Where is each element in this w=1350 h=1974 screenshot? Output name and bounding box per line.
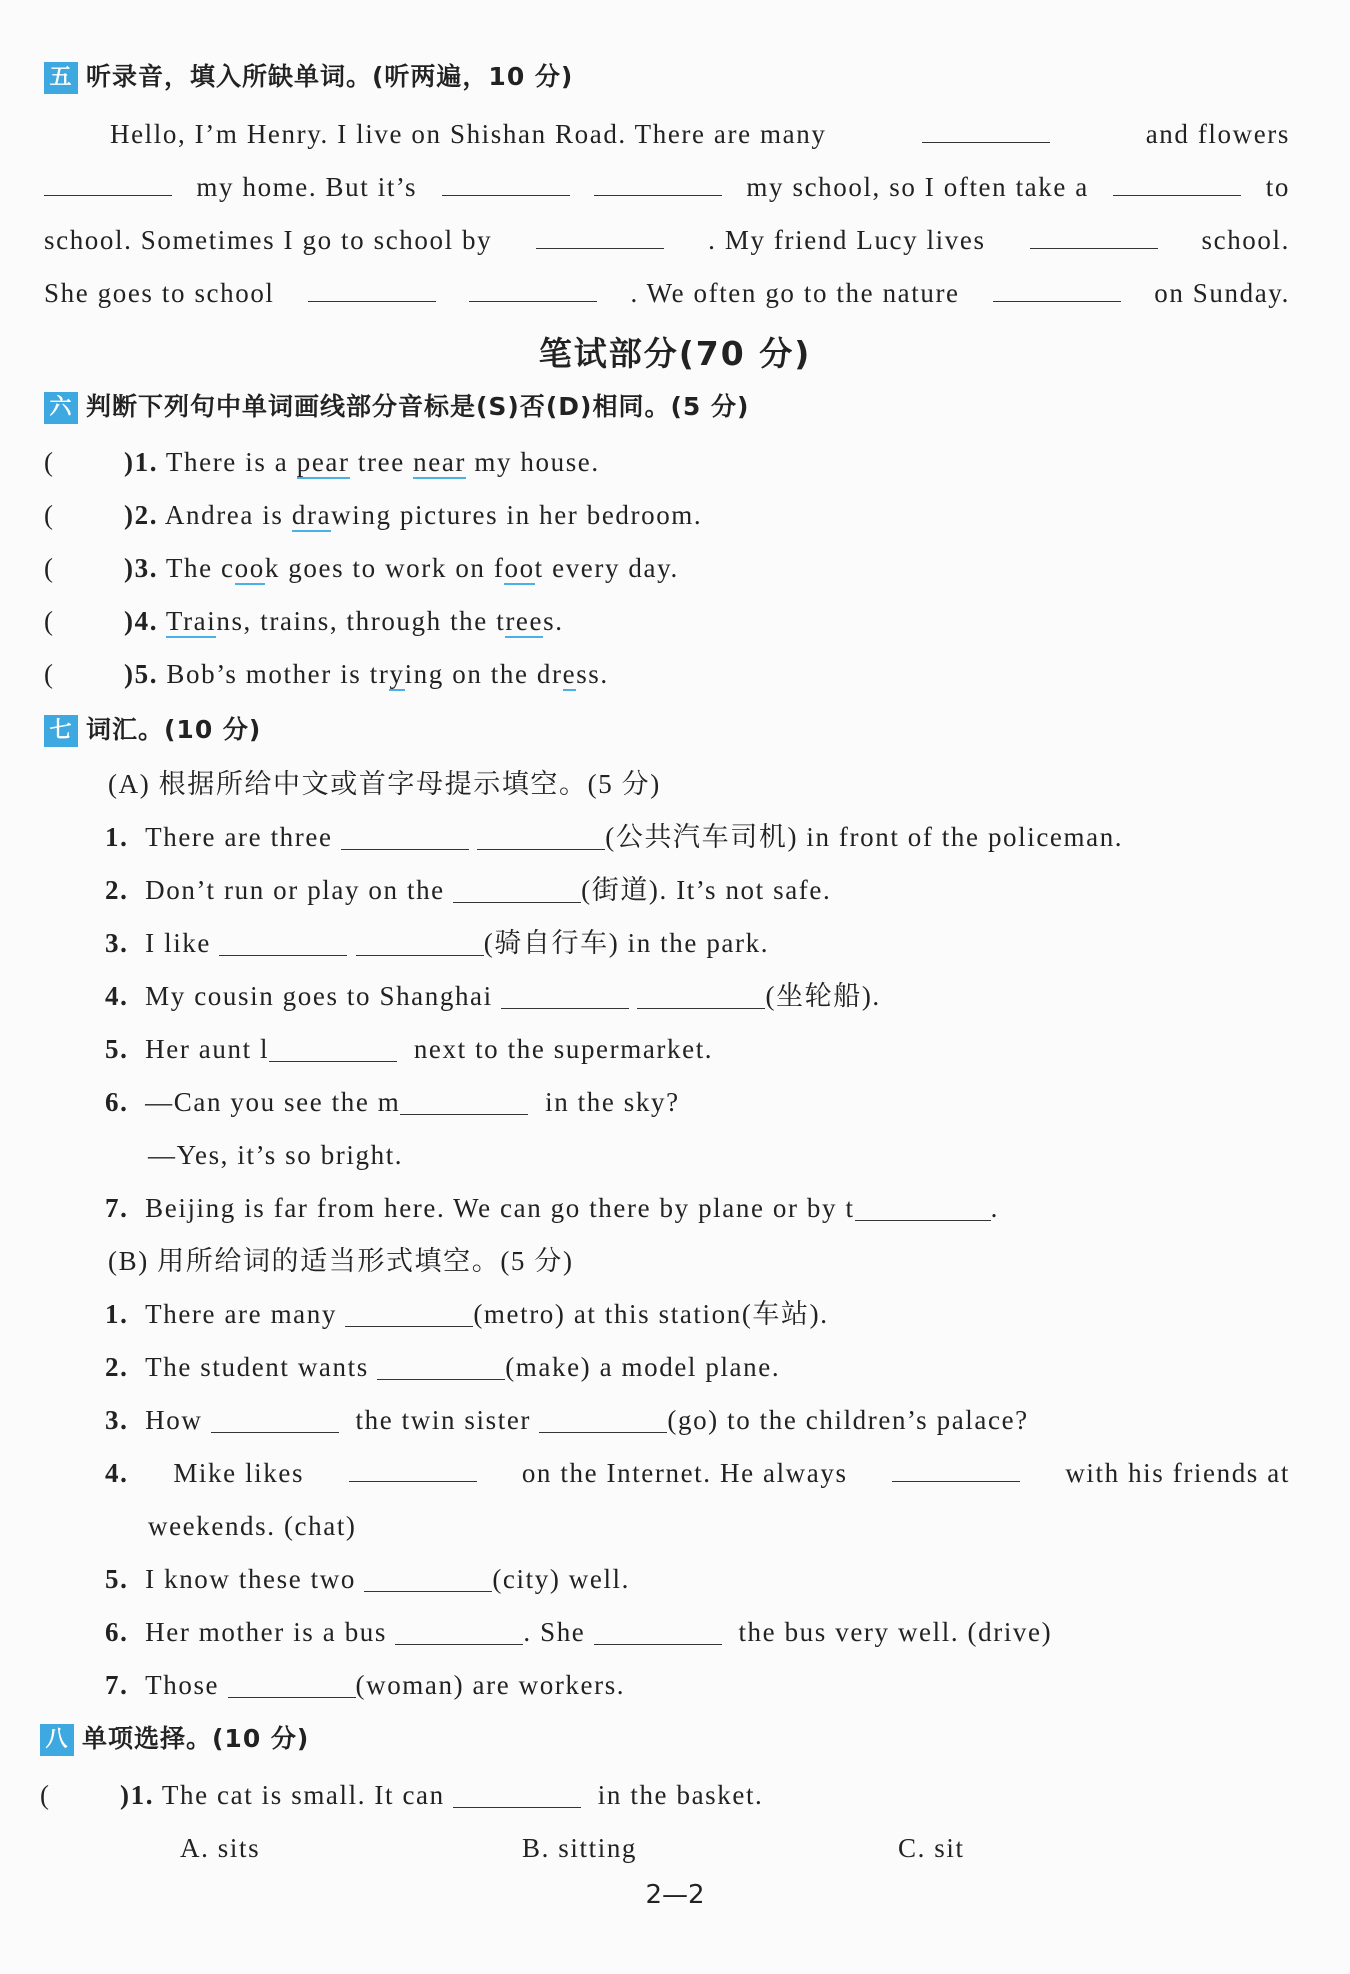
- item-number: )5.: [124, 659, 159, 689]
- item-number: 6.: [105, 1617, 129, 1647]
- item-text: Andrea is: [164, 500, 292, 530]
- answer-paren[interactable]: (: [40, 1780, 51, 1810]
- blank[interactable]: [469, 279, 597, 302]
- blank[interactable]: [400, 1092, 528, 1115]
- item-text: The student wants: [145, 1352, 369, 1382]
- item-text: The c: [165, 553, 235, 583]
- underlined-word: e: [562, 659, 577, 689]
- blank[interactable]: [1113, 173, 1241, 196]
- blank[interactable]: [594, 1622, 722, 1645]
- blank[interactable]: [377, 1357, 505, 1380]
- item-text: the bus very well. (drive): [738, 1617, 1053, 1647]
- item-number: 5.: [105, 1034, 129, 1064]
- vocab-b-6: [105, 1615, 1290, 1649]
- blank[interactable]: [442, 173, 570, 196]
- item-number: 1.: [105, 822, 129, 852]
- vocab-a-2: [105, 873, 1290, 907]
- item-number: 4.: [105, 981, 129, 1011]
- item-text: Those: [145, 1670, 220, 1700]
- item-number: 3.: [105, 928, 129, 958]
- option-b[interactable]: B. sitting: [522, 1833, 638, 1863]
- underlined-word: dra: [291, 500, 332, 530]
- item-text: s.: [543, 606, 564, 636]
- page-number: 2—2: [645, 1880, 705, 1910]
- item-text: tree: [349, 447, 414, 477]
- blank[interactable]: [364, 1569, 492, 1592]
- item-number: 7.: [105, 1193, 129, 1223]
- vocab-a-5: [105, 1032, 1290, 1066]
- phonetic-item: [44, 498, 1290, 532]
- blank[interactable]: [269, 1039, 397, 1062]
- item-text: wing pictures in her bedroom.: [331, 500, 703, 530]
- item-text: Mike likes: [173, 1458, 305, 1488]
- item-text: (make) a model plane.: [505, 1352, 781, 1382]
- phonetic-item: [44, 604, 1290, 638]
- item-text: Don’t run or play on the: [145, 875, 445, 905]
- section-5-header: [44, 60, 1290, 94]
- blank[interactable]: [1030, 226, 1158, 249]
- blank[interactable]: [993, 279, 1121, 302]
- part-b-instruction: (B) 用所给词的适当形式填空。(5 分): [108, 1246, 574, 1276]
- blank[interactable]: [536, 226, 664, 249]
- section-7-badge: 七: [44, 715, 78, 747]
- item-text: .: [990, 1193, 999, 1223]
- blank[interactable]: [922, 120, 1050, 143]
- item-text: t every day.: [534, 553, 679, 583]
- item-text: (metro) at this station(车站).: [473, 1299, 829, 1329]
- item-text: The cat is small. It can: [161, 1780, 445, 1810]
- item-text: Bob’s mother is tr: [166, 659, 390, 689]
- blank[interactable]: [892, 1459, 1020, 1482]
- blank[interactable]: [308, 279, 436, 302]
- item-text: (坐轮船).: [765, 981, 881, 1011]
- blank[interactable]: [356, 933, 484, 956]
- passage-line-3: [44, 223, 1290, 257]
- blank[interactable]: [228, 1675, 356, 1698]
- item-text: on the Internet. He always: [521, 1458, 848, 1488]
- blank[interactable]: [453, 880, 581, 903]
- item-number: 4.: [105, 1458, 129, 1488]
- underlined-word: Trai: [165, 606, 217, 636]
- underlined-word: ree: [505, 606, 544, 636]
- underlined-word: oo: [504, 553, 535, 583]
- vocab-b-1: [105, 1297, 1290, 1331]
- passage-text: . My friend Lucy lives: [708, 225, 986, 255]
- passage-text: my school, so I often take a: [746, 172, 1089, 202]
- item-number: )3.: [124, 553, 159, 583]
- underlined-word: near: [413, 447, 466, 477]
- section-8-title: 单项选择。(10 分): [82, 1724, 310, 1753]
- answer-paren[interactable]: (: [44, 447, 55, 477]
- blank[interactable]: [855, 1198, 991, 1221]
- passage-line-1: [110, 117, 1290, 151]
- section-8-header: [40, 1722, 1290, 1756]
- blank[interactable]: [477, 827, 605, 850]
- passage-text: on Sunday.: [1154, 278, 1290, 308]
- blank[interactable]: [501, 986, 629, 1009]
- choice-item-1: [40, 1778, 1290, 1812]
- item-number: )2.: [124, 500, 159, 530]
- item-text: next to the supermarket.: [413, 1034, 714, 1064]
- item-text: (woman) are workers.: [355, 1670, 626, 1700]
- item-number: 1.: [105, 1299, 129, 1329]
- vocab-a-4: [105, 979, 1290, 1013]
- item-text: How: [145, 1405, 203, 1435]
- item-number: 7.: [105, 1670, 129, 1700]
- answer-paren[interactable]: (: [44, 606, 55, 636]
- vocab-b-5: [105, 1562, 1290, 1596]
- blank[interactable]: [349, 1459, 477, 1482]
- vocab-b-4-cont: weekends. (chat): [148, 1511, 357, 1541]
- item-number: 2.: [105, 875, 129, 905]
- vocab-b-4: [105, 1456, 1290, 1490]
- item-text: —Can you see the m: [145, 1087, 401, 1117]
- blank[interactable]: [341, 827, 469, 850]
- item-text: There are many: [145, 1299, 337, 1329]
- passage-text: and flowers: [1145, 119, 1290, 149]
- vocab-a-6-reply: —Yes, it’s so bright.: [148, 1140, 404, 1170]
- vocab-b-3: [105, 1403, 1290, 1437]
- section-5-badge: 五: [44, 62, 78, 94]
- passage-text: to: [1265, 172, 1290, 202]
- passage-text: my home. But it’s: [196, 172, 418, 202]
- vocab-b-2: [105, 1350, 1290, 1384]
- passage-line-4: [44, 276, 1290, 310]
- passage-text: . We often go to the nature: [630, 278, 960, 308]
- item-text: the twin sister: [355, 1405, 532, 1435]
- underlined-word: pear: [296, 447, 350, 477]
- answer-paren[interactable]: (: [44, 553, 55, 583]
- item-text: in the sky?: [545, 1087, 680, 1117]
- passage-line-2: [44, 170, 1290, 204]
- item-number: )4.: [124, 606, 159, 636]
- item-text: ns, trains, through the t: [216, 606, 506, 636]
- blank[interactable]: [345, 1304, 473, 1327]
- blank[interactable]: [395, 1622, 523, 1645]
- underlined-word: oo: [234, 553, 265, 583]
- blank[interactable]: [211, 1410, 339, 1433]
- blank[interactable]: [539, 1410, 667, 1433]
- passage-text: school.: [1201, 225, 1290, 255]
- section-5-title: 听录音，填入所缺单词。(听两遍，10 分): [86, 62, 574, 91]
- item-number: 2.: [105, 1352, 129, 1382]
- answer-paren[interactable]: (: [44, 659, 55, 689]
- item-text: Her mother is a bus: [145, 1617, 388, 1647]
- blank[interactable]: [637, 986, 765, 1009]
- item-text: I know these two: [145, 1564, 356, 1594]
- section-6-title: 判断下列句中单词画线部分音标是(S)否(D)相同。(5 分): [86, 392, 750, 421]
- item-text: with his friends at: [1065, 1458, 1290, 1488]
- blank[interactable]: [219, 933, 347, 956]
- item-text: (go) to the children’s palace?: [667, 1405, 1029, 1435]
- phonetic-item: [44, 445, 1290, 479]
- item-text: k goes to work on f: [264, 553, 505, 583]
- item-text: . She: [523, 1617, 586, 1647]
- phonetic-item: [44, 551, 1290, 585]
- item-text: (骑自行车) in the park.: [483, 928, 770, 958]
- item-text: ing on the dr: [404, 659, 563, 689]
- phonetic-item: [44, 657, 1290, 691]
- blank[interactable]: [44, 173, 172, 196]
- blank[interactable]: [453, 1785, 581, 1808]
- item-text: Her aunt l: [145, 1034, 270, 1064]
- section-7-header: [44, 713, 1290, 747]
- vocab-b-7: [105, 1668, 1290, 1702]
- vocab-a-7: [105, 1191, 1290, 1225]
- underlined-word: y: [389, 659, 405, 689]
- vocab-a-3: [105, 926, 1290, 960]
- item-text: (city) well.: [492, 1564, 630, 1594]
- passage-text: school. Sometimes I go to school by: [44, 225, 493, 255]
- item-text: ss.: [576, 659, 609, 689]
- passage-text: She goes to school: [44, 278, 275, 308]
- written-part-heading: 笔试部分(70 分): [538, 334, 812, 373]
- option-a[interactable]: A. sits: [180, 1833, 261, 1863]
- item-number: 6.: [105, 1087, 129, 1117]
- item-text: Beijing is far from here. We can go there by plane or by t: [145, 1193, 855, 1223]
- item-number: )1.: [124, 447, 159, 477]
- item-text: There are three: [145, 822, 333, 852]
- item-text: My cousin goes to Shanghai: [145, 981, 493, 1011]
- blank[interactable]: [594, 173, 722, 196]
- section-8-badge: 八: [40, 1724, 74, 1756]
- vocab-a-6: [105, 1085, 1290, 1119]
- item-text: in the basket.: [597, 1780, 764, 1810]
- item-text: (街道). It’s not safe.: [581, 875, 832, 905]
- section-6-header: [44, 390, 1290, 424]
- answer-paren[interactable]: (: [44, 500, 55, 530]
- vocab-a-1: [105, 820, 1290, 854]
- item-text: There is a: [165, 447, 297, 477]
- item-number: )1.: [120, 1780, 155, 1810]
- part-a-instruction: (A) 根据所给中文或首字母提示填空。(5 分): [108, 769, 661, 799]
- section-6-badge: 六: [44, 392, 78, 424]
- item-number: 3.: [105, 1405, 129, 1435]
- item-number: 5.: [105, 1564, 129, 1594]
- item-text: (公共汽车司机) in front of the policeman.: [605, 822, 1124, 852]
- item-text: I like: [145, 928, 211, 958]
- item-text: my house.: [466, 447, 600, 477]
- passage-text: Hello, I’m Henry. I live on Shishan Road. There are many: [110, 119, 827, 149]
- section-7-title: 词汇。(10 分): [86, 715, 262, 744]
- option-c[interactable]: C. sit: [898, 1833, 965, 1863]
